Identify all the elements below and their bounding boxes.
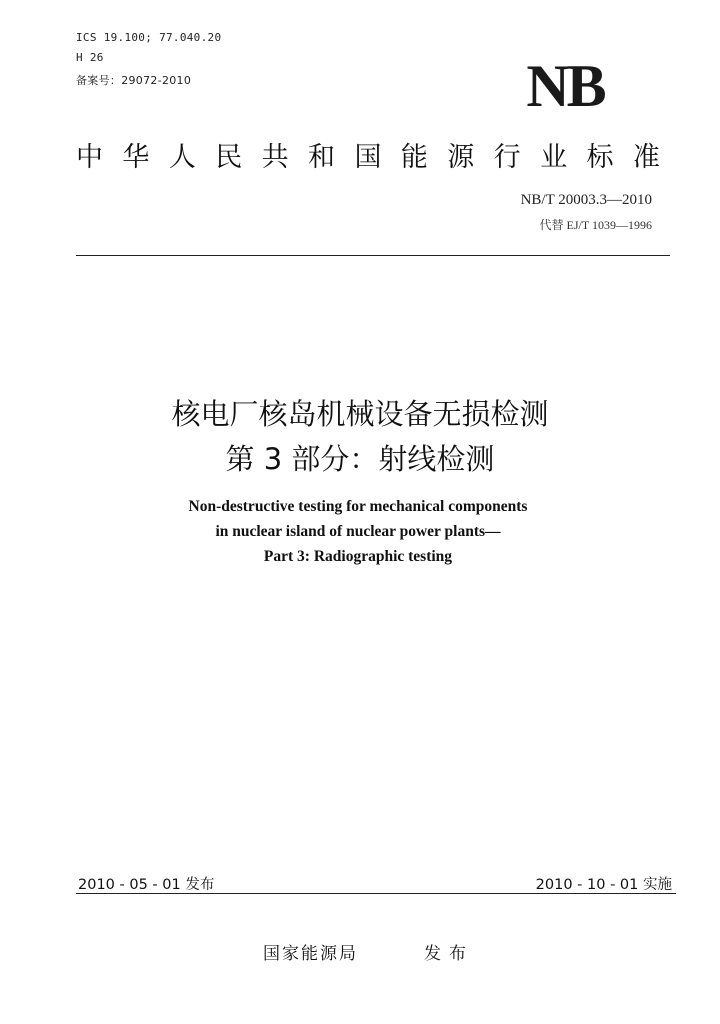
issue-label: 发布 <box>424 944 474 964</box>
ics-code: ICS 19.100; 77.040.20 <box>76 31 222 44</box>
org-title-char: 准 <box>632 142 660 173</box>
org-title-char: 业 <box>540 142 568 173</box>
org-title-char: 源 <box>447 142 475 173</box>
org-title-char: 和 <box>308 142 336 173</box>
org-title-char: 华 <box>122 142 150 173</box>
org-title-char: 中 <box>76 142 103 173</box>
nb-logo-text: NB <box>526 56 604 114</box>
english-title-line-3: Part 3: Radiographic testing <box>263 548 453 565</box>
issuing-authority: 国家能源局 <box>263 944 358 964</box>
classification-code: H 26 <box>76 51 104 64</box>
organization-title <box>76 135 660 174</box>
english-title-line-1: Non-destructive testing for mechanical components <box>188 498 528 515</box>
org-title-char: 民 <box>215 142 243 173</box>
nb-logo <box>495 56 635 114</box>
org-title-char: 共 <box>261 142 289 173</box>
footer-divider <box>76 893 676 894</box>
issue-date: 2010 - 05 - 01 发布 <box>78 877 215 893</box>
english-title-line-2: in nuclear island of nuclear power plants— <box>215 523 501 540</box>
header-divider <box>76 255 670 256</box>
chinese-title-line-2: 第 3 部分：射线检测 <box>225 442 495 476</box>
replaces-standard: 代替 EJ/T 1039—1996 <box>539 218 652 232</box>
record-number: 备案号：29072-2010 <box>76 74 192 87</box>
org-title-char: 标 <box>586 142 614 173</box>
org-title-char: 能 <box>400 142 428 173</box>
org-title-char: 行 <box>493 142 521 173</box>
standard-number: NB/T 20003.3—2010 <box>520 192 652 208</box>
implementation-date: 2010 - 10 - 01 实施 <box>535 877 672 893</box>
chinese-title-line-1: 核电厂核岛机械设备无损检测 <box>171 397 549 431</box>
org-title-char: 人 <box>168 142 196 173</box>
org-title-char: 国 <box>354 142 382 173</box>
